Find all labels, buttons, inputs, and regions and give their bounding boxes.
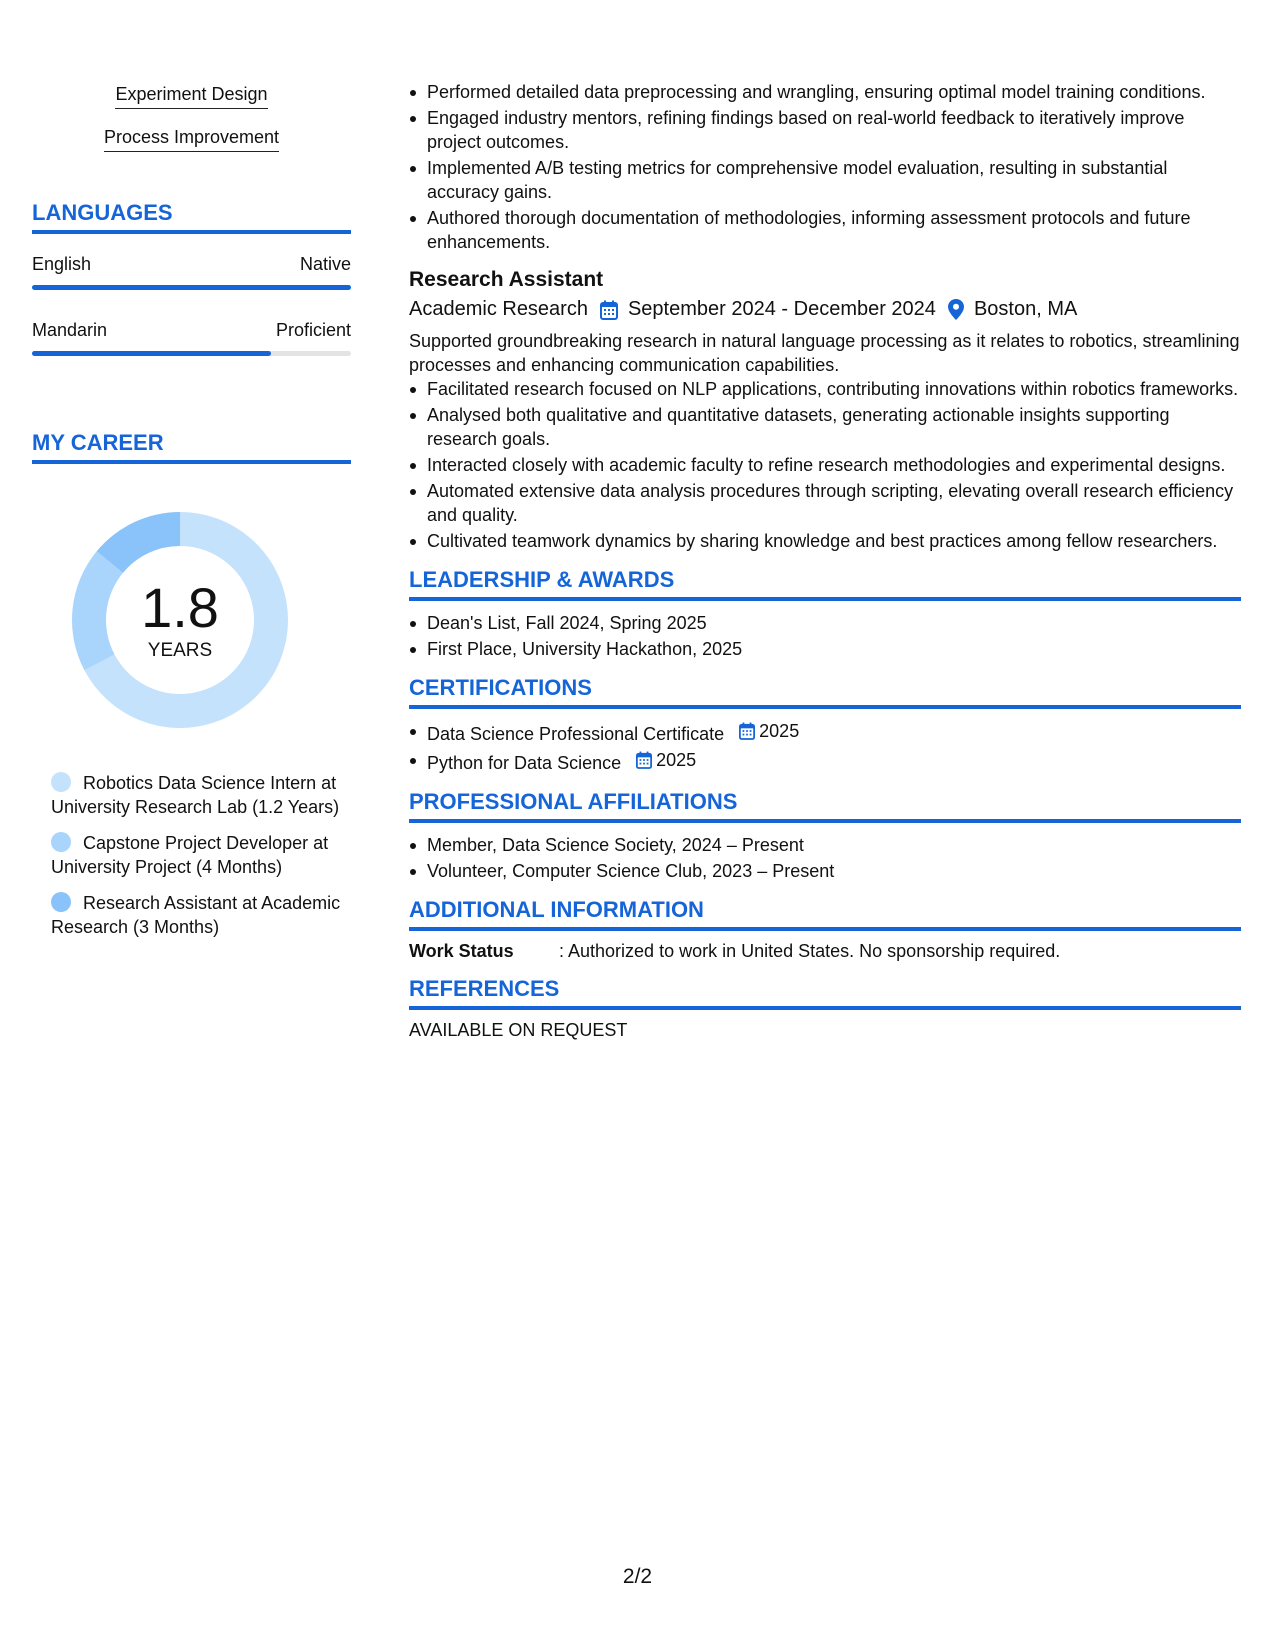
language-level: Native [299, 254, 351, 274]
language-bar-fill [32, 285, 351, 290]
legend-dot [51, 772, 71, 792]
bullet-item: Member, Data Science Society, 2024 – Present [409, 833, 1241, 857]
map-pin-icon [948, 299, 964, 320]
certification-year: 2025 [759, 721, 800, 741]
bullet-item: Interacted closely with academic faculty to refine research methodologies and experimental designs. [409, 453, 1241, 477]
career-total-value: 1.8 [141, 576, 219, 639]
languages-heading: LANGUAGES [32, 200, 351, 234]
certification-item: Python for Data Science 2025 [409, 748, 1241, 775]
page-number: 2/2 [622, 1565, 653, 1588]
bullet-item: Performed detailed data preprocessing and wrangling, ensuring optimal model training conditions. [409, 80, 1241, 104]
affiliations-list [409, 833, 1241, 883]
right-column [409, 80, 1241, 1041]
job-summary: Supported groundbreaking research in natural language processing as it relates to robotics, streamlining processes and enhancing communication capabilities. [409, 331, 1240, 375]
language-bar [32, 285, 351, 290]
bullet-item: First Place, University Hackathon, 2025 [409, 637, 1241, 661]
career-legend [51, 771, 341, 939]
job-bullets [409, 377, 1241, 553]
language-bar-fill [32, 351, 271, 356]
career-total-unit: YEARS [147, 640, 213, 661]
language-english [32, 254, 351, 290]
references-text: AVAILABLE ON REQUEST [409, 1020, 628, 1040]
calendar-icon [739, 722, 755, 740]
bullet-item: Engaged industry mentors, refining findings based on real-world feedback to iteratively improve project outcomes. [409, 106, 1241, 154]
calendar-icon [636, 751, 652, 769]
bullet-item: Facilitated research focused on NLP applications, contributing innovations within robotics frameworks. [409, 377, 1241, 401]
work-status-value: : Authorized to work in United States. No sponsorship required. [559, 941, 1061, 961]
job-title: Research Assistant [409, 268, 604, 291]
certification-year: 2025 [656, 750, 697, 770]
bullet-item: Cultivated teamwork dynamics by sharing knowledge and best practices among fellow researchers. [409, 529, 1241, 553]
affiliations-heading: PROFESSIONAL AFFILIATIONS [409, 789, 1241, 823]
additional-info-heading: ADDITIONAL INFORMATION [409, 897, 1241, 931]
bullet-item: Volunteer, Computer Science Club, 2023 – Present [409, 859, 1241, 883]
career-donut-chart [67, 507, 293, 733]
career-heading: MY CAREER [32, 430, 351, 464]
language-level: Proficient [275, 320, 351, 340]
career-legend-item: Robotics Data Science Intern at University Research Lab (1.2 Years) [51, 773, 340, 817]
left-column [32, 84, 351, 951]
language-mandarin [32, 320, 351, 356]
career-legend-item: Capstone Project Developer at University Project (4 Months) [51, 833, 329, 877]
leadership-list [409, 611, 1241, 661]
language-name: Mandarin [32, 320, 108, 340]
certifications-heading: CERTIFICATIONS [409, 675, 1241, 709]
legend-dot [51, 892, 71, 912]
bullet-item: Dean's List, Fall 2024, Spring 2025 [409, 611, 1241, 635]
leadership-heading: LEADERSHIP & AWARDS [409, 567, 1241, 601]
language-bar [32, 351, 351, 356]
job-dates: September 2024 - December 2024 [627, 298, 936, 320]
skill-item: Experiment Design [32, 84, 351, 109]
career-legend-item: Research Assistant at Academic Research (3 Months) [51, 893, 341, 937]
legend-dot [51, 832, 71, 852]
previous-job-bullets [409, 80, 1241, 254]
certifications-list [409, 719, 1241, 775]
calendar-icon [600, 300, 618, 320]
job-meta [409, 298, 1241, 321]
bullet-item: Authored thorough documentation of methodologies, informing assessment protocols and future enhancements. [409, 206, 1241, 254]
bullet-item: Analysed both qualitative and quantitative datasets, generating actionable insights supporting research goals. [409, 403, 1241, 451]
language-name: English [32, 254, 92, 274]
work-status-row [409, 941, 1241, 962]
job-org: Academic Research [409, 298, 588, 320]
work-status-label: Work Status [409, 941, 514, 961]
bullet-item: Implemented A/B testing metrics for comprehensive model evaluation, resulting in substantial accuracy gains. [409, 156, 1241, 204]
skill-item: Process Improvement [32, 127, 351, 152]
job-location: Boston, MA [973, 298, 1078, 320]
certification-item: Data Science Professional Certificate 2025 [409, 719, 1241, 746]
bullet-item: Automated extensive data analysis procedures through scripting, elevating overall research efficiency and quality. [409, 479, 1241, 527]
references-heading: REFERENCES [409, 976, 1241, 1010]
